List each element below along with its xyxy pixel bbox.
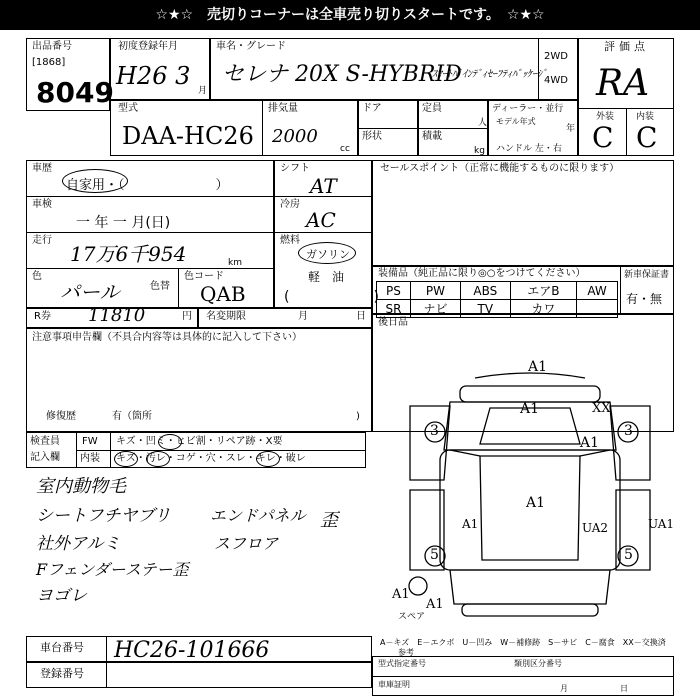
legend-text: A－キズ E－エクボ U－凹み W－補修跡 S－サビ C－腐食 XX－交換済 — [380, 638, 666, 647]
color-code-label: 色コード — [184, 271, 224, 282]
eq-tv: TV — [460, 300, 510, 318]
note-right-3: 歪 — [320, 510, 338, 531]
diagram-circle-4: 5 — [624, 547, 633, 563]
lot-number: 8049 — [36, 76, 114, 109]
eq-ps: PS — [377, 282, 411, 300]
color-change-label: 色替 — [150, 281, 170, 292]
note-3: 社外アルミ — [36, 534, 121, 554]
first-reg-month: 月 — [198, 86, 208, 96]
footer-f4: 月 — [560, 684, 568, 693]
spare-label: スペア — [398, 612, 426, 622]
inspector-label-1: 検査員 — [30, 436, 60, 447]
rating-value: RA — [596, 63, 650, 104]
load-label: 積載 — [422, 131, 442, 142]
lot-label: 出品番号 — [32, 41, 72, 52]
diagram-mark-ua2: UA2 — [582, 521, 609, 535]
inspection-label: 車検 — [32, 199, 52, 210]
diagram-circle-3: 5 — [430, 547, 439, 563]
model-year-label: モデル年式 — [496, 117, 536, 126]
wd-divider — [538, 38, 539, 100]
later-docs-label: 後日品 — [378, 317, 408, 328]
history-line-2 — [26, 232, 274, 233]
handle-label: ハンドル 左・右 — [496, 144, 562, 154]
interior-value: C — [636, 121, 658, 154]
footer-f5: 日 — [620, 684, 628, 693]
diagram-mark-6: A1 — [392, 587, 410, 602]
fuel-label: 燃料 — [280, 235, 300, 246]
first-reg-label: 初度登録年月 — [118, 41, 178, 52]
mark-circle-4 — [256, 451, 280, 467]
displacement-label: 排気量 — [268, 103, 298, 114]
model-label: 車名・グレード — [216, 41, 286, 52]
color-value: パール — [60, 280, 120, 304]
type-label: 型式 — [118, 103, 138, 114]
fuel-paren: ( ) — [284, 289, 379, 305]
lot-sub: [1868] — [32, 57, 66, 68]
capacity-label: 定員 — [422, 103, 442, 114]
displacement-value: 2000 — [272, 126, 318, 147]
notes-label: 注意事項申告欄（不具合内容等は具体的に記入して下さい） — [32, 332, 302, 343]
diagram-mark-7: A1 — [426, 597, 444, 612]
chassis-value: HC26-101666 — [114, 638, 270, 663]
note-right-2: スフロア — [214, 534, 279, 553]
warranty-divider — [620, 266, 621, 314]
equipment-table — [376, 281, 618, 318]
mark-circle-1 — [158, 434, 182, 450]
in-label: 内装 — [80, 453, 100, 464]
shift-line-2 — [274, 232, 372, 233]
shape-label: 形状 — [362, 131, 382, 142]
dealer-label: ディーラー・並行 — [492, 104, 564, 114]
diagram-mark-4: A1 — [526, 495, 546, 511]
footer-f1: 型式指定番号 — [378, 659, 426, 668]
model-value: セレナ 20X S-HYBRID — [222, 62, 462, 87]
wd2: 2WD — [544, 51, 568, 62]
exterior-label: 外装 — [596, 112, 615, 122]
fw-items: キズ・凹ミ・ヒビ割・リペア跡・X要 — [116, 436, 283, 447]
note-2: シートフチヤブリ — [36, 506, 171, 526]
sales-point-label: セールスポイント（正常に機能するものに限ります） — [380, 163, 620, 174]
first-reg-value: H26 3 — [116, 62, 191, 90]
inspector-label-2: 記入欄 — [30, 452, 60, 463]
rating-vdivider — [626, 108, 627, 156]
disp-divider — [262, 100, 263, 156]
notes-box — [26, 328, 372, 432]
color-code-value: QAB — [200, 282, 246, 306]
repair-value: 有（箇所 — [112, 411, 152, 422]
history-circle — [62, 169, 128, 193]
equipment-label: 装備品（純正品に限り◎○をつけてください） — [378, 268, 586, 279]
eq-pw: PW — [410, 282, 460, 300]
shift-line-1 — [274, 196, 372, 197]
shift-label: シフト — [280, 163, 310, 174]
cooling-label: 冷房 — [280, 199, 300, 210]
type-value: DAA-HC26 — [122, 122, 254, 150]
color-label: 色 — [32, 271, 42, 282]
cooling-value: AC — [306, 208, 336, 232]
history-label: 車歴 — [32, 163, 52, 174]
chassis-label: 車台番号 — [40, 641, 84, 654]
history-value: 自家用・（ ） — [66, 178, 229, 193]
repair-close: ) — [356, 411, 360, 422]
eq-navi: ナビ — [410, 300, 460, 318]
note-5: ヨゴレ — [36, 586, 87, 606]
displacement-unit: cc — [340, 144, 350, 154]
note-right-1: エンドパネル — [210, 506, 306, 525]
load-unit: kg — [474, 146, 485, 156]
diagram-mark-5: A1 — [462, 517, 479, 531]
mark-circle-3 — [146, 451, 170, 467]
name-change-day: 日 — [356, 311, 366, 322]
recycle-value: 11810 — [88, 305, 146, 326]
registration-label: 登録番号 — [40, 667, 84, 680]
note-1: 室内動物毛 — [36, 476, 126, 497]
model-year-unit: 年 — [566, 124, 576, 134]
in-items: キズ・汚レ・コゲ・穴・スレ・キレ・破レ — [116, 453, 306, 464]
diagram-mark-3: A1 — [580, 435, 600, 451]
footer-mid — [372, 676, 674, 677]
fw-divider — [110, 432, 111, 468]
color-divider — [178, 268, 179, 308]
inspection-value: 一 年 一 月(日) — [76, 215, 171, 231]
wd4: 4WD — [544, 75, 568, 86]
diagram-mark-ua1: UA1 — [648, 517, 675, 531]
fuel-circle — [298, 242, 356, 264]
note-4: Fフェンダーステー歪 — [36, 560, 189, 579]
fw-label: FW — [82, 436, 98, 447]
name-change-label: 名変期限 — [206, 311, 246, 322]
diagram-circle-1: 3 — [430, 423, 439, 439]
recycle-label: R券 — [34, 311, 51, 322]
diagram-mark-xx: XX — [592, 401, 611, 416]
repair-label: 修復歴 — [46, 411, 76, 422]
fuel-value-2: 軽 油 — [308, 270, 345, 284]
footer-f3: 車庫証明 — [378, 680, 410, 689]
doors-label: ドア — [362, 103, 382, 114]
footer-f2: 類別区分番号 — [514, 659, 562, 668]
eq-airbag: エアB — [510, 282, 576, 300]
inspector-mid — [76, 450, 366, 451]
history-line-3 — [26, 268, 274, 269]
diagram-mark-1: A1 — [528, 359, 548, 375]
interior-label: 内装 — [636, 112, 655, 122]
diagram-mark-2: A1 — [520, 401, 540, 417]
name-change-month: 月 — [298, 311, 308, 322]
sales-point-box — [372, 160, 674, 266]
header-banner: ☆★☆ 売切りコーナーは全車売り切りスタートです。 ☆★☆ — [0, 0, 700, 30]
fuel-value-1: ガソリン — [306, 248, 350, 261]
model-extra: ｽﾏｰﾄﾊﾞｲﾝﾃﾞｨｾｰﾌﾃｨﾊﾟｯｹｰｼﾞ — [432, 69, 547, 80]
eq-abs: ABS — [460, 282, 510, 300]
history-line-1 — [26, 196, 274, 197]
warranty-label: 新車保証書 — [624, 270, 670, 280]
mileage-value: 17万6千954 — [70, 242, 187, 266]
eq-sr: SR — [377, 300, 411, 318]
mileage-label: 走行 — [32, 235, 52, 246]
eq-leather: カワ — [510, 300, 576, 318]
rating-label: 評価点 — [604, 40, 649, 53]
recycle-unit: 円 — [182, 311, 192, 322]
exterior-value: C — [592, 121, 614, 154]
mark-circle-2 — [114, 451, 138, 467]
diagram-circle-2: 3 — [624, 423, 633, 439]
capacity-unit: 人 — [478, 118, 488, 128]
shift-value: AT — [310, 174, 337, 198]
legend-ref: 参考 — [398, 648, 414, 657]
mileage-unit: km — [228, 258, 242, 268]
eq-aw: AW — [577, 282, 618, 300]
warranty-value: 有・無 — [626, 292, 663, 306]
